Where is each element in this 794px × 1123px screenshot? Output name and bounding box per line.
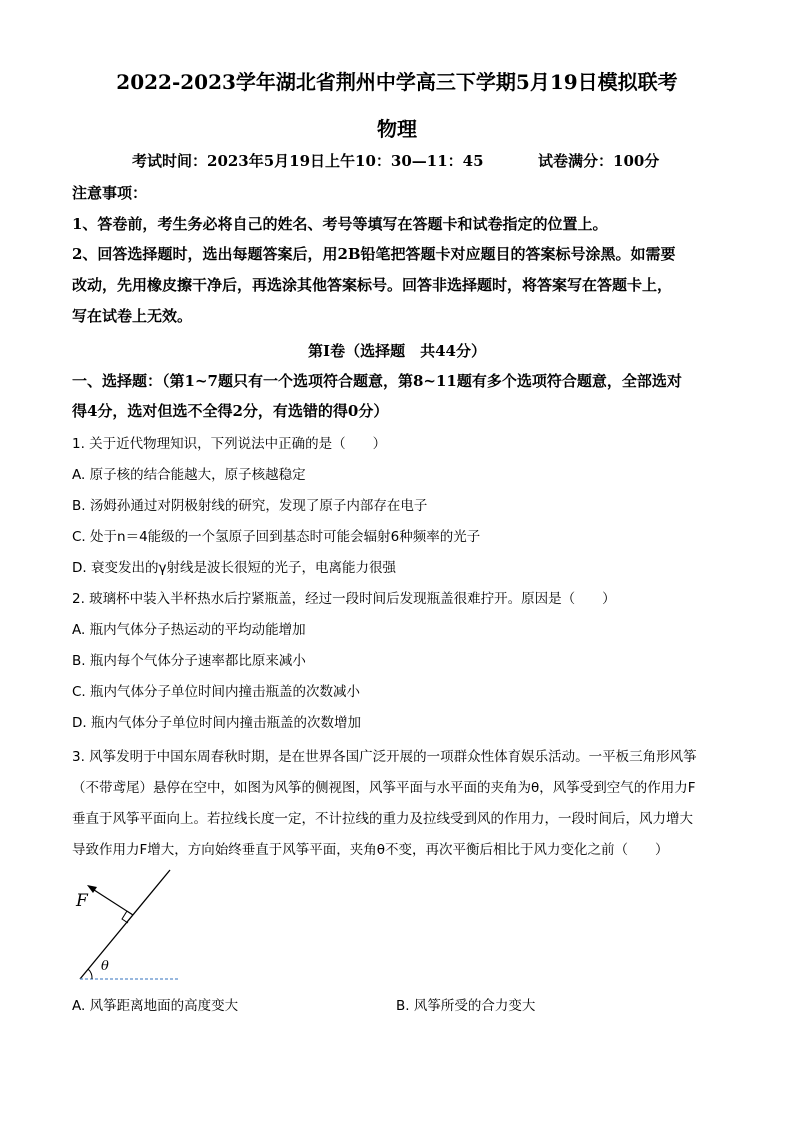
q2-option-b: B. 瓶内每个气体分子速率都比原来减小 bbox=[72, 653, 306, 669]
angle-arc bbox=[88, 969, 92, 979]
note-item-2-line-2: 改动，先用橡皮擦干净后，再选涂其他答案标号。回答非选择题时，将答案写在答题卡上， bbox=[72, 276, 673, 294]
full-score: 试卷满分：100分 bbox=[538, 152, 660, 170]
q3-option-b: B. 风筝所受的合力变大 bbox=[396, 998, 536, 1014]
q1-option-d: D. 衰变发出的γ射线是波长很短的光子，电离能力很强 bbox=[72, 560, 396, 576]
q3-stem-line-3: 垂直于风筝平面向上。若拉线长度一定，不计拉线的重力及拉线受到风的作用力，一段时间后，风力增大 bbox=[72, 811, 693, 827]
notes-heading: 注意事项： bbox=[72, 184, 148, 202]
exam-title: 2022-2023学年湖北省荆州中学高三下学期5月19日模拟联考 bbox=[116, 70, 678, 94]
note-item-2-line-1: 2、回答选择题时，选出每题答案后，用2B铅笔把答题卡对应题目的答案标号涂黑。如需要 bbox=[72, 245, 676, 263]
q2-stem: 2. 玻璃杯中装入半杯热水后拧紧瓶盖，经过一段时间后发现瓶盖很难拧开。原因是（ ） bbox=[72, 591, 616, 607]
subject-title: 物理 bbox=[377, 117, 417, 141]
q2-option-d: D. 瓶内气体分子单位时间内撞击瓶盖的次数增加 bbox=[72, 715, 361, 731]
q1-option-b: B. 汤姆孙通过对阴极射线的研究，发现了原子内部存在电子 bbox=[72, 498, 428, 514]
exam-time: 考试时间：2023年5月19日上午10：30—11：45 bbox=[132, 152, 484, 170]
theta-label: θ bbox=[101, 959, 109, 974]
section-instructions-line-2: 得4分，选对但选不全得2分，有选错的得0分） bbox=[72, 402, 389, 420]
q1-option-c: C. 处于n＝4能级的一个氢原子回到基态时可能会辐射6种频率的光子 bbox=[72, 529, 481, 545]
note-item-1: 1、答卷前，考生务必将自己的姓名、考号等填写在答题卡和试卷指定的位置上。 bbox=[72, 215, 608, 233]
kite-diagram bbox=[70, 862, 200, 984]
section-instructions-line-1: 一、选择题：（第1~7题只有一个选项符合题意，第8~11题有多个选项符合题意，全部选对 bbox=[72, 372, 682, 390]
q1-option-a: A. 原子核的结合能越大，原子核越稳定 bbox=[72, 467, 306, 483]
q1-stem: 1. 关于近代物理知识，下列说法中正确的是（ ） bbox=[72, 436, 387, 452]
q3-stem-line-2: （不带鸢尾）悬停在空中，如图为风筝的侧视图，风筝平面与水平面的夹角为θ，风筝受到空气的作用力F bbox=[72, 780, 696, 796]
q2-option-c: C. 瓶内气体分子单位时间内撞击瓶盖的次数减小 bbox=[72, 684, 361, 700]
force-arrow-head bbox=[87, 885, 97, 893]
q3-stem-line-4: 导致作用力F增大，方向始终垂直于风筝平面，夹角θ不变，再次平衡后相比于风力变化之前（ ） bbox=[72, 842, 669, 858]
q3-option-a: A. 风筝距离地面的高度变大 bbox=[72, 998, 239, 1014]
part-heading: 第Ⅰ卷（选择题 共44分） bbox=[308, 342, 486, 360]
note-item-2-line-3: 写在试卷上无效。 bbox=[72, 307, 193, 325]
q2-option-a: A. 瓶内气体分子热运动的平均动能增加 bbox=[72, 622, 306, 638]
force-label: F bbox=[76, 891, 88, 911]
q3-stem-line-1: 3. 风筝发明于中国东周春秋时期，是在世界各国广泛开展的一项群众性体育娱乐活动。一平板三角形风筝 bbox=[72, 749, 697, 765]
